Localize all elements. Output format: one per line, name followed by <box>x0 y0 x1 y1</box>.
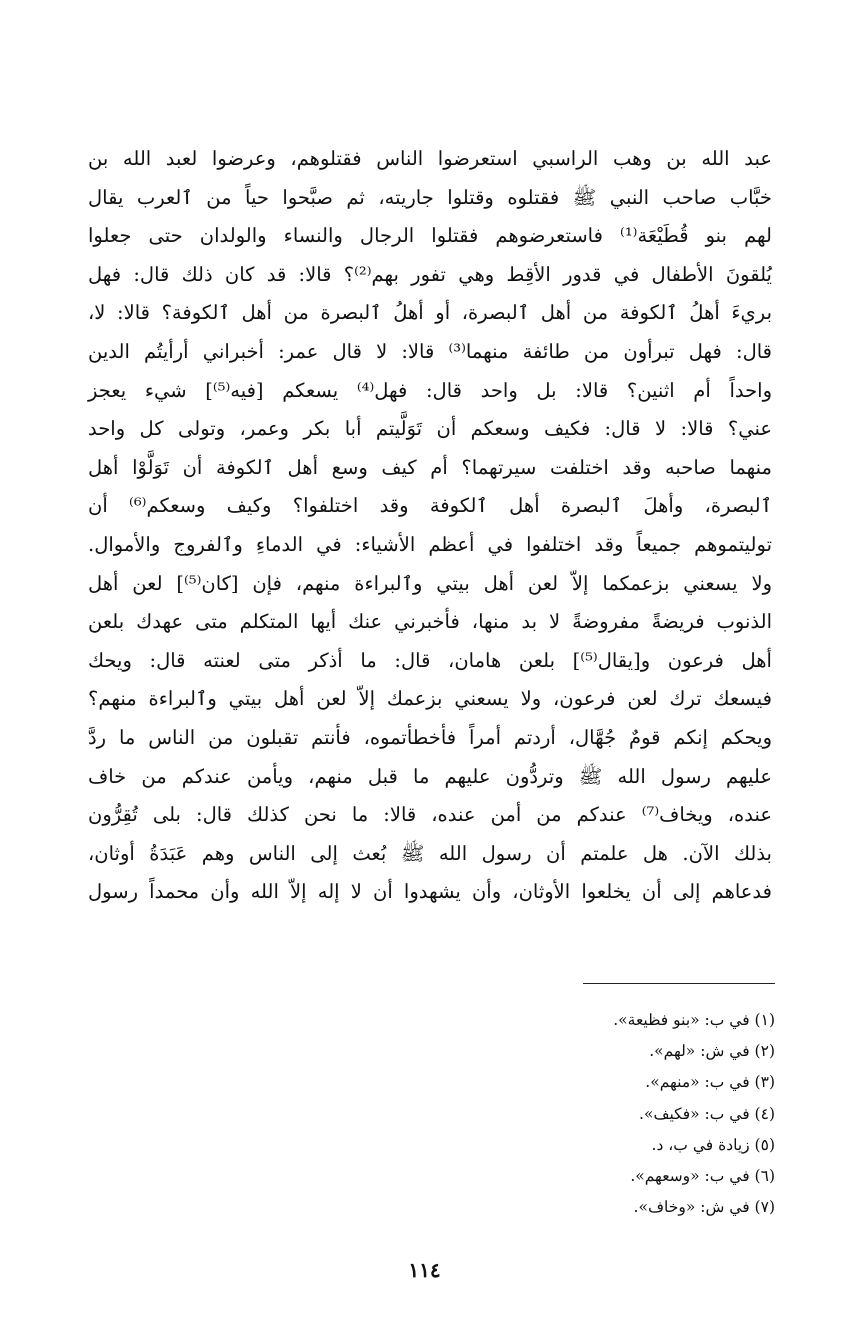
text-line-6: قال: فهل تبرأون من طائفة منهما⁽³⁾ قالا: لا قال عمر: أخبراني أرأيتُم الدين <box>88 339 773 363</box>
text-line-20: فدعاهم إلى أن يخلعوا الأوثان، وأن يشهدوا أن لا إله إلاّ الله وأن محمداً رسول <box>88 880 772 904</box>
footnote-1: (١) في ب: «بنو فظيعة». <box>613 1011 775 1029</box>
text-line-16: ويحكم إنكم قومٌ جُهَّال، أردتم أمراً فأخطأتموه، فأنتم تقبلون من الناس ما ردَّ <box>88 725 772 749</box>
footnote-6: (٦) في ب: «وسعهم». <box>630 1166 775 1185</box>
footnotes <box>375 1005 775 1223</box>
page-number: ١١٤ <box>408 1258 441 1282</box>
footnote-5: (٥) زيادة في ب، د. <box>651 1135 775 1154</box>
text-line-2: خبَّاب صاحب النبي ﷺ فقتلوه وقتلوا جاريته، ثم صبَّحوا حياً من ٱلعرب يقال <box>88 185 772 209</box>
text-line-1: عبد الله بن وهب الراسبي استعرضوا الناس فقتلوهم، وعرضوا لعبد الله بن <box>88 147 772 170</box>
text-line-3: لهم بنو قُطَيْعَة⁽¹⁾ فاستعرضوهم فقتلوا الرجال والنساء والولدان حتى جعلوا <box>88 224 772 248</box>
footnote-3: (٣) في ب: «منهم». <box>645 1073 775 1092</box>
footnote-separator <box>583 983 775 984</box>
text-line-10: ٱلبصرة، وأهلَ ٱلبصرة أهل ٱلكوفة وقد اختلفوا؟ وكيف وسعكم⁽⁶⁾ أن <box>88 494 772 518</box>
text-line-11: توليتموهم جميعاً وقد اختلفوا في أعظم الأشياء: في الدماءِ وٱلفروج والأموال. <box>88 532 772 556</box>
text-line-9: منهما صاحبه وقد اختلفت سيرتهما؟ أم كيف وسع أهل ٱلكوفة أن تَوَلَّوْا أهل <box>88 455 772 479</box>
text-line-13: الذنوب فريضةً مفروضةً لا بد منها، فأخبرني عنك أيها المتكلم متى عهدك بلعن <box>88 610 772 634</box>
text-line-17: عليهم رسول الله ﷺ وتردُّون عليهم ما قبل منهم، ويأمن عندكم من خاف <box>88 764 772 788</box>
text-line-18: عنده، ويخاف⁽⁷⁾ عندكم من أمن عنده، قالا: ما نحن كذلك قال: بلى تُقِرُّون <box>88 803 772 827</box>
text-line-5: بريءَ أهلُ ٱلكوفة من أهل ٱلبصرة، أو أهلُ ٱلبصرة من أهل ٱلكوفة؟ قالا: لا، <box>88 301 772 325</box>
text-line-14: أهل فرعون و[يقال⁽⁵⁾] بلعن هامان، قال: ما أذكر متى لعنته قال: ويحك <box>88 648 772 672</box>
main-text <box>88 140 772 912</box>
footnote-4: (٤) في ب: «فكيف». <box>639 1104 775 1123</box>
text-line-8: عني؟ قالا: لا قال: فكيف وسعكم أن تَوَلَّيتم أبا بكر وعمر، وتولى كل واحد <box>88 417 772 441</box>
text-line-7: واحداً أم اثنين؟ قالا: بل واحد قال: فهل⁽⁴⁾ يسعكم [فيه⁽⁵⁾] شيء يعجز <box>88 378 772 402</box>
text-line-15: فيسعك ترك لعن فرعون، ولا يسعني بزعمك إلاّ لعن أهل بيتي وٱلبراءة منهم؟ <box>88 687 772 711</box>
text-line-19: بذلك الآن. هل علمتم أن رسول الله ﷺ بُعث إلى الناس وهم عَبَدَةُ أوثان، <box>88 841 772 865</box>
text-line-12: ولا يسعني بزعمكما إلاّ لعن أهل بيتي وٱلبراءة منهم، فإن [كان⁽⁵⁾] لعن أهل <box>88 571 772 595</box>
footnote-2: (٢) في ش: «لهم». <box>649 1042 775 1061</box>
footnote-7: (٧) في ش: «وخاف». <box>633 1198 775 1217</box>
text-line-4: يُلقونَ الأطفال في قدور الأقِط وهي تفور بهم⁽²⁾؟ قالا: قد كان ذلك قال: فهل <box>88 262 772 286</box>
